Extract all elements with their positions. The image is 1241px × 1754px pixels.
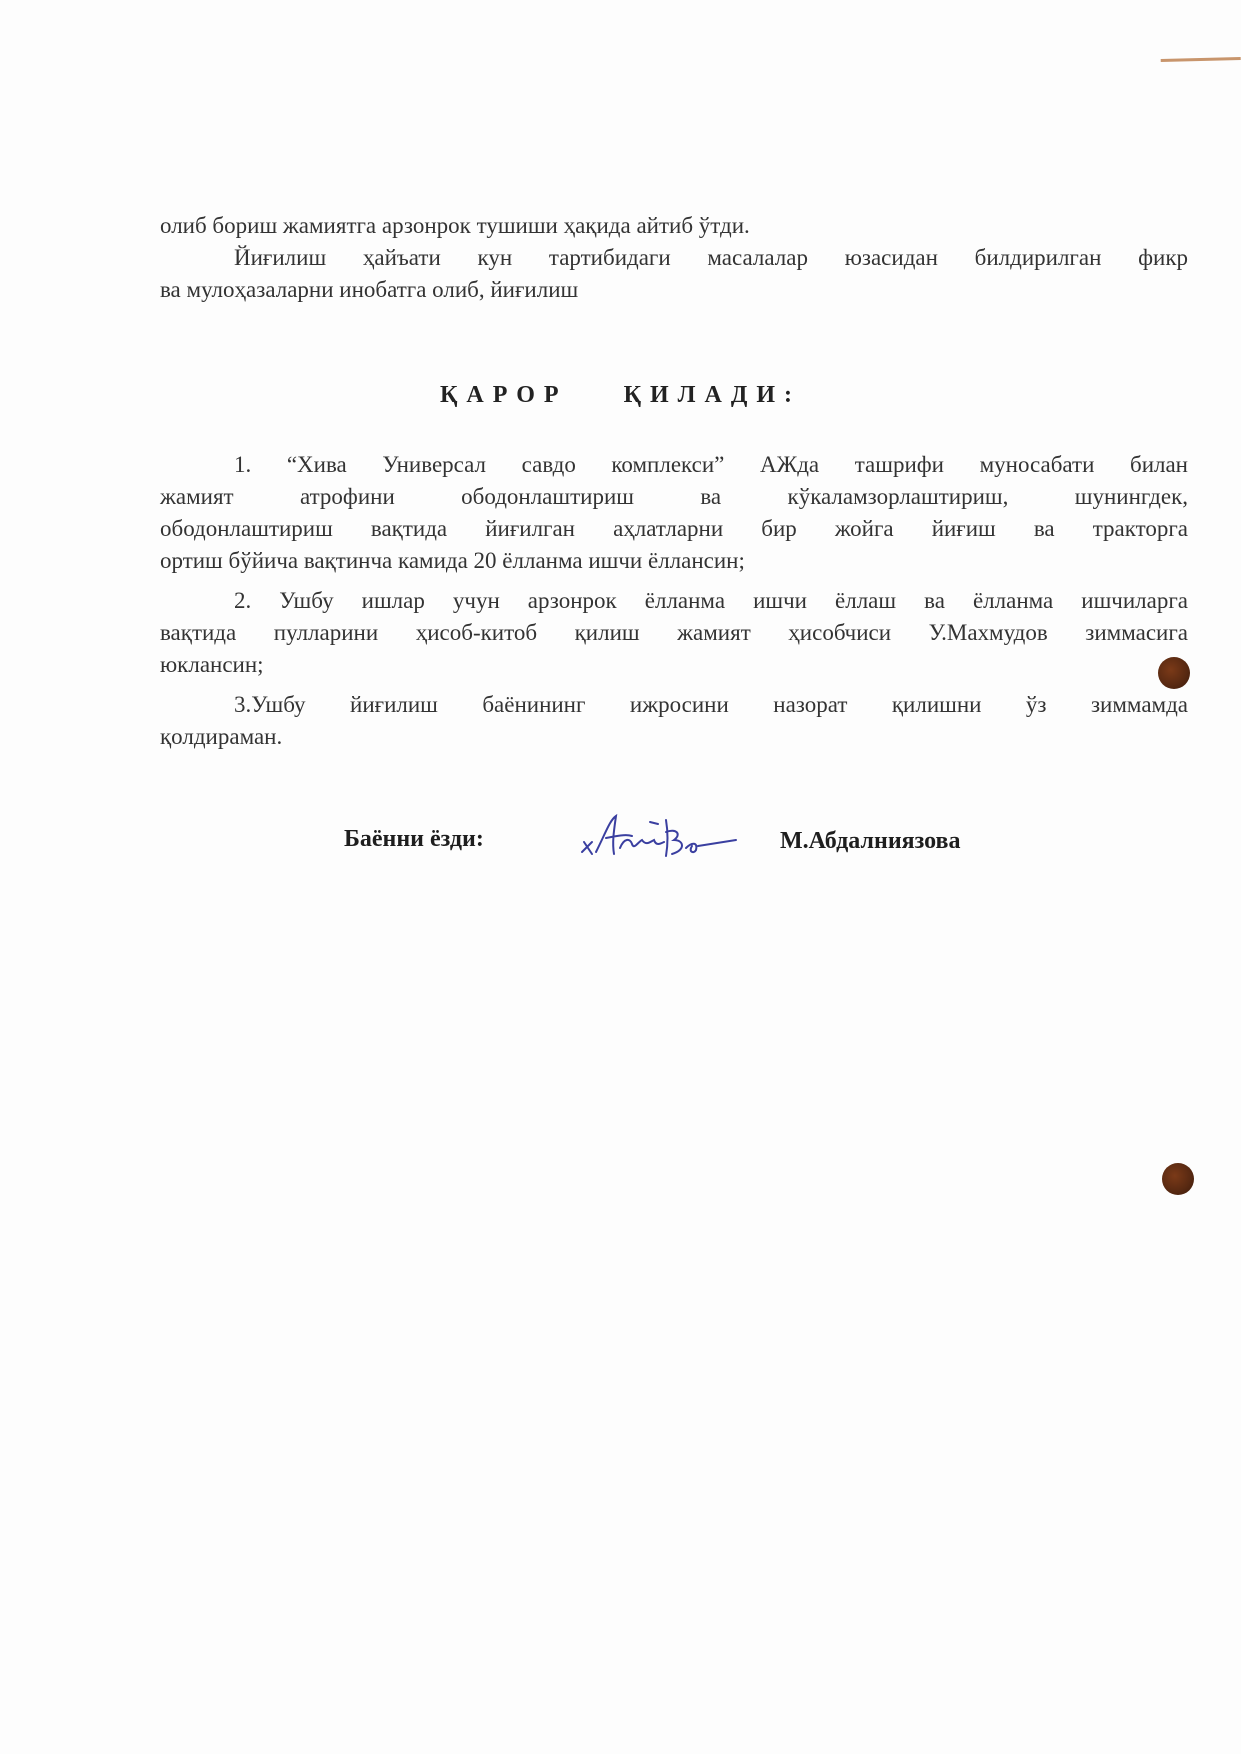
- decision-intro-line-2: ва мулоҳазаларни инобатга олиб, йиғилиш: [160, 277, 579, 302]
- item-1-line-3: ободонлаштириш вақтида йиғилган аҳлатларни бир жойга йиғиш ва тракторга: [160, 516, 1188, 541]
- item-2-line-1: 2. Ушбу ишлар учун арзонрок ёлланма ишчи ёллаш ва ёлланма ишчиларга: [234, 588, 1188, 613]
- signature-row: [0, 812, 1241, 882]
- resolution-item-1: [160, 449, 1188, 577]
- punch-hole-lower: [1162, 1163, 1194, 1195]
- signatory-name: М.Абдалниязова: [780, 828, 961, 854]
- item-1-line-4: ортиш бўйича вақтинча камида 20 ёлланма ишчи ёллансин;: [160, 548, 745, 573]
- intro-paragraph: [160, 210, 1188, 306]
- resolution-heading: [0, 382, 1241, 409]
- resolution-item-3: [160, 689, 1188, 753]
- item-1-line-1: 1. “Хива Универсал савдо комплекси” АЖда ташрифи муносабати билан: [234, 452, 1188, 477]
- signature-label: Баённи ёзди:: [344, 826, 484, 852]
- item-1-line-2: жамият атрофини ободонлаштириш ва кўкаламзорлаштириш, шунингдек,: [160, 484, 1188, 509]
- resolution-item-2: [160, 585, 1188, 681]
- heading-word-1: ҚАРОР: [439, 382, 568, 408]
- item-3-line-1: 3.Ушбу йиғилиш баёнининг ижросини назорат қилишни ўз зиммамда: [234, 692, 1188, 717]
- handwritten-signature: [576, 812, 740, 868]
- punch-hole-upper: [1158, 657, 1190, 689]
- item-3-line-2: қолдираман.: [160, 724, 283, 749]
- intro-line: олиб бориш жамиятга арзонрок тушиши ҳақида айтиб ўтди.: [160, 213, 750, 238]
- item-2-line-3: юклансин;: [160, 652, 264, 677]
- decision-intro-line-1: Йиғилиш ҳайъати кун тартибидаги масалалар юзасидан билдирилган фикр: [234, 245, 1188, 270]
- scan-edge-mark: [1161, 57, 1241, 84]
- item-2-line-2: вақтида пулларини ҳисоб-китоб қилиш жамият ҳисобчиси У.Махмудов зиммасига: [160, 620, 1188, 645]
- heading-word-2: ҚИЛАДИ:: [623, 382, 802, 408]
